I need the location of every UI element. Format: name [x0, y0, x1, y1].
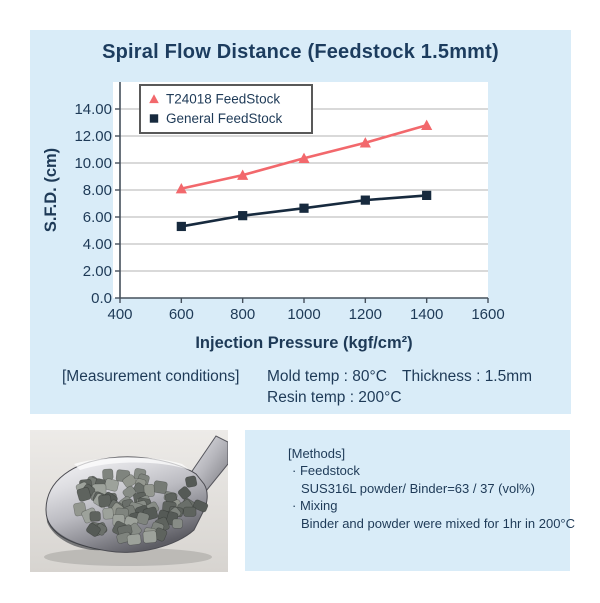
resin-temp-value: Resin temp : 200°C	[267, 389, 402, 406]
x-tick-label: 1000	[287, 306, 321, 323]
pellet	[127, 534, 142, 546]
data-point-marker	[177, 222, 186, 231]
methods-item-feedstock: · Feedstock	[292, 463, 360, 479]
pellet	[103, 508, 114, 520]
methods-detail-mixing: Binder and powder were mixed for 1hr in 200°C	[301, 515, 576, 531]
feedstock-pellets-photo	[30, 430, 228, 572]
data-point-marker	[361, 196, 370, 205]
data-point-marker	[299, 204, 308, 213]
legend-label: General FeedStock	[166, 111, 283, 127]
x-tick-label: 600	[168, 306, 194, 323]
y-tick-label: 10.00	[74, 155, 112, 172]
y-tick-label: 4.00	[82, 236, 112, 253]
mold-temp-value: Mold temp : 80°C	[267, 368, 387, 385]
legend-square-icon	[150, 114, 158, 122]
x-tick-label: 1400	[409, 306, 444, 323]
thickness-value: Thickness : 1.5mm	[402, 368, 533, 385]
data-point-marker	[238, 211, 247, 220]
chart-title: Spiral Flow Distance (Feedstock 1.5mmt)	[102, 41, 499, 63]
y-tick-label: 2.00	[82, 263, 112, 280]
x-tick-label: 800	[230, 306, 256, 323]
x-tick-label: 400	[107, 306, 133, 323]
pellet	[172, 519, 182, 529]
pellet	[185, 475, 197, 487]
y-axis-title: S.F.D. (cm)	[42, 147, 60, 233]
x-tick-label: 1200	[348, 306, 383, 323]
methods-item-mixing: · Mixing	[292, 498, 338, 514]
spiral-flow-chart	[30, 30, 571, 375]
y-tick-label: 8.00	[82, 182, 112, 199]
pellet	[143, 530, 157, 543]
y-tick-label: 14.00	[74, 101, 112, 118]
measurement-conditions-heading: [Measurement conditions]	[62, 368, 240, 385]
pellets-scoop-illustration	[30, 430, 228, 572]
y-tick-label: 12.00	[74, 128, 112, 145]
methods-panel	[245, 430, 576, 571]
x-tick-label: 1600	[471, 306, 505, 323]
methods-detail-feedstock: SUS316L powder/ Binder=63 / 37 (vol%)	[301, 480, 536, 496]
methods-heading: [Methods]	[288, 446, 346, 461]
y-tick-label: 0.0	[91, 290, 112, 307]
y-tick-label: 6.00	[82, 209, 112, 226]
legend-label: T24018 FeedStock	[166, 91, 281, 107]
data-point-marker	[422, 191, 431, 200]
pellet	[184, 507, 197, 516]
pellet	[90, 511, 101, 521]
x-axis-title: Injection Pressure (kgf/cm²)	[195, 334, 413, 352]
